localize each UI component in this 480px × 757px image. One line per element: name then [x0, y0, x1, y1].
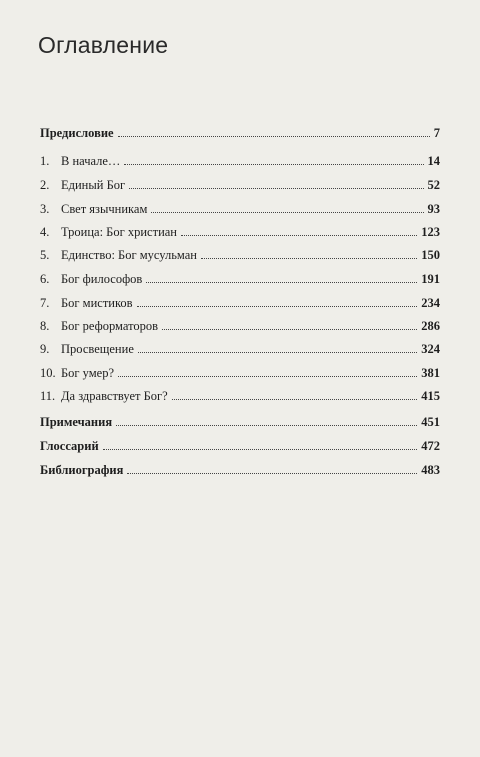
- toc-entry: [40, 196, 440, 216]
- toc-entry-number: 9.: [40, 342, 50, 356]
- toc-entry-page-number: 472: [421, 439, 440, 453]
- toc-entry: [40, 172, 440, 192]
- toc-entry: [40, 290, 440, 310]
- toc-entry-label: В начале…: [61, 154, 121, 168]
- toc-entry-page-number: 483: [421, 463, 440, 477]
- toc-entry-label: Глоссарий: [40, 439, 99, 453]
- toc-entry-page-number: 150: [421, 248, 440, 262]
- dot-leader: [137, 306, 418, 307]
- toc-entry-label: Примечания: [40, 415, 113, 429]
- toc-entry-page-number: 324: [421, 342, 440, 356]
- dot-leader: [172, 399, 418, 400]
- toc-entry-number: 4.: [40, 225, 50, 239]
- toc-entry-number: 5.: [40, 248, 50, 262]
- dot-leader: [116, 425, 417, 426]
- dot-leader: [118, 136, 430, 137]
- toc-entry-page-number: 381: [421, 366, 440, 380]
- toc-entry: [40, 219, 440, 239]
- dot-leader: [151, 212, 423, 213]
- toc-entry-label: Да здравствует Бог?: [61, 389, 168, 403]
- toc-entry: [40, 433, 440, 453]
- dot-leader: [118, 376, 417, 377]
- toc-entry-number: 1.: [40, 154, 50, 168]
- toc-entry: [40, 266, 440, 286]
- toc-entry-label: Предисловие: [40, 126, 114, 140]
- toc-entry-label: Троица: Бог христиан: [61, 225, 177, 239]
- toc-entry: [40, 313, 440, 333]
- toc-entry-number: 8.: [40, 319, 50, 333]
- bleed-through-text: [30, 455, 450, 471]
- toc-entry-number: 6.: [40, 272, 50, 286]
- dot-leader: [127, 473, 417, 474]
- toc-entry-number: 7.: [40, 296, 50, 310]
- dot-leader: [181, 235, 417, 236]
- dot-leader: [129, 188, 423, 189]
- dot-leader: [162, 329, 417, 330]
- toc-entry-page-number: 415: [421, 389, 440, 403]
- toc-entry-number: 3.: [40, 202, 50, 216]
- toc-entry-page-number: 286: [421, 319, 440, 333]
- toc-entry: [40, 383, 440, 403]
- toc-entry: [40, 409, 440, 429]
- toc-entry-label: Бог умер?: [61, 366, 115, 380]
- toc-entry-label: Единый Бог: [61, 178, 126, 192]
- toc-entry-label: Единство: Бог мусульман: [61, 248, 197, 262]
- toc-entry-number: 11.: [40, 389, 56, 403]
- toc-entry-page-number: 191: [421, 272, 440, 286]
- toc-entry-number: 10.: [40, 366, 56, 380]
- toc-entry-page-number: 93: [427, 202, 440, 216]
- toc-entry-label: Бог реформаторов: [61, 319, 159, 333]
- toc-entry-label: Бог философов: [61, 272, 143, 286]
- toc-entry-page-number: 234: [421, 296, 440, 310]
- dot-leader: [146, 282, 417, 283]
- toc-entry-page-number: 7: [433, 126, 440, 140]
- toc-entry-page-number: 451: [421, 415, 440, 429]
- toc-entry-page-number: 52: [427, 178, 440, 192]
- toc-entry: [40, 148, 440, 168]
- toc-entry-label: Просвещение: [61, 342, 134, 356]
- toc-entry: [40, 242, 440, 262]
- toc-entry-number: 2.: [40, 178, 50, 192]
- toc-entry-label: Свет язычникам: [61, 202, 148, 216]
- toc-entry-page-number: 123: [421, 225, 440, 239]
- dot-leader: [201, 258, 417, 259]
- dot-leader: [138, 352, 417, 353]
- toc-entry: [40, 120, 440, 140]
- toc-entry: [40, 336, 440, 356]
- toc-entry-label: Бог мистиков: [61, 296, 133, 310]
- page-title: Оглавление: [38, 32, 169, 58]
- dot-leader: [124, 164, 423, 165]
- dot-leader: [103, 449, 418, 450]
- toc-entry: [40, 360, 440, 380]
- toc-entry-label: Библиография: [40, 463, 124, 477]
- toc-entry-page-number: 14: [427, 154, 440, 168]
